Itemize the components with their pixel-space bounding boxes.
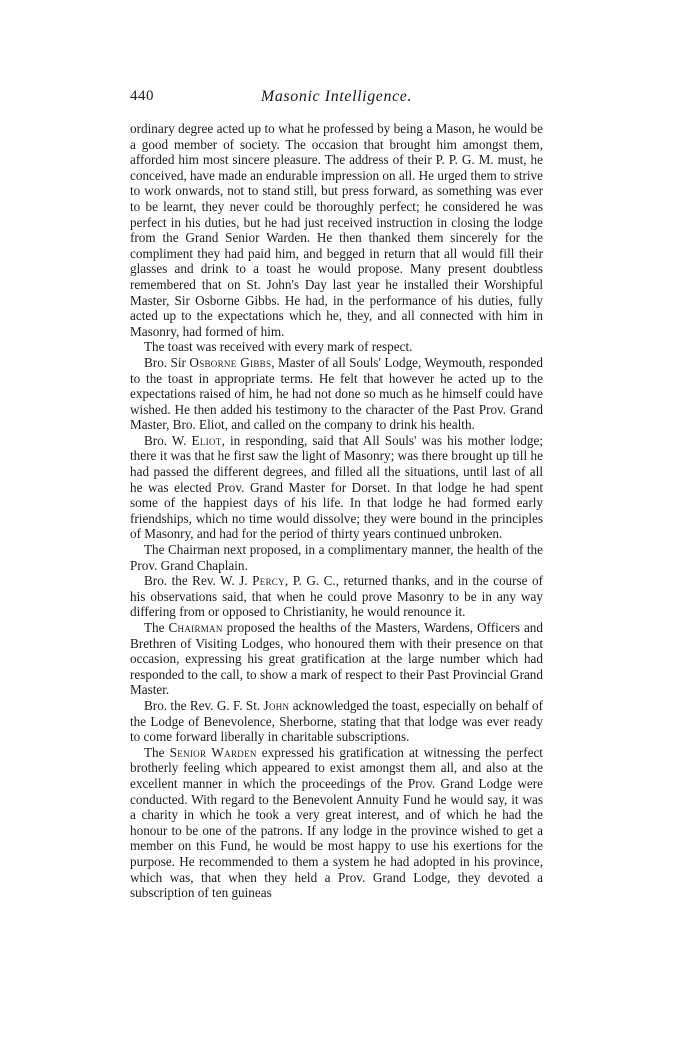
running-head: Masonic Intelligence. bbox=[260, 88, 413, 105]
paragraph bbox=[130, 573, 543, 620]
paragraph bbox=[130, 542, 543, 573]
page-header bbox=[130, 88, 543, 112]
paragraph-text: proposed the healths of the Masters, Wardens, Officers and Brethren of Visiting Lodges, who honoured them with their presence on that occasion, expressing his great gratification at the large number which had responded to the call, to show a mark of respect to their Past Provincial Grand Master. bbox=[130, 620, 543, 698]
page-number: 440 bbox=[130, 88, 154, 104]
paragraph-text: ordinary degree acted up to what he professed by being a Mason, he would be a good member of society. The occasion that brought him amongst them, afforded him most sincere pleasure. The address of their P. P. G. M. must, he conceived, have made an endurable impression on all. He urged them to strive to work onwards, not to stand still, but press forward, as something was ever to be learnt, they never could be thoroughly perfect; he considered he was perfect in his duties, but he had just received instruction in closing the lodge from the Grand Senior Warden. He then thanked them sincerely for the compliment they had paid him, and begged in return that all would fill their glasses and drink to a toast he would propose. Many present doubtless remembered that on St. John's Day last year he installed their Worshipful Master, Sir Osborne Gibbs. He had, in the performance of his duties, fully acted up to the expectations which he, they, and all connected with him in Masonry, had formed of him. bbox=[130, 121, 543, 339]
small-caps-name: Percy bbox=[252, 573, 285, 589]
paragraph bbox=[130, 698, 543, 745]
paragraph-text: expressed his gratification at witnessing the perfect brotherly feeling which appeared to exist amongst them all, and also at the excellent manner in which the proceedings of the Prov. Grand Lodge were conducted. With regard to the Benevolent Annuity Fund he would say, it was a charity in which he took a very great interest, and of which he had the honour to be one of the patrons. If any lodge in the province wished to get a member on this Fund, he would be most happy to use his exertions for the purpose. He recommended to them a system he had adopted in his province, which was, that when they held a Prov. Grand Lodge, they devoted a subscription of ten guineas bbox=[130, 744, 543, 901]
small-caps-name: John bbox=[263, 697, 290, 713]
paragraph-text: The bbox=[144, 744, 170, 760]
paragraph bbox=[130, 745, 543, 901]
paragraph-text: acknowledged the toast, especially on behalf of the Lodge of Benevolence, Sherborne, stating that that lodge was ever ready to come forward liberally in charitable subscriptions. bbox=[130, 697, 543, 745]
paragraph-text: The bbox=[144, 620, 169, 635]
paragraph bbox=[130, 339, 543, 355]
paragraph-text: , Master of all Souls' Lodge, Weymouth, responded to the toast in appropriate terms. He felt that however he acted up to the expectations raised of him, he had not done so much as he himself could have wished. He then added his testimony to the character of the Past Prov. Grand Master, Bro. Eliot, and called on the company to drink his health. bbox=[130, 354, 544, 433]
paragraph bbox=[130, 620, 543, 698]
paragraph-text: The toast was received with every mark of respect. bbox=[144, 339, 413, 355]
paragraph-text: Bro. W. bbox=[144, 432, 192, 448]
paragraph bbox=[130, 355, 543, 433]
paragraph bbox=[130, 121, 543, 339]
paragraph-text: The Chairman next proposed, in a complimentary manner, the health of the Prov. Grand Chaplain. bbox=[130, 542, 543, 573]
paragraph-text: , P. G. C., returned thanks, and in the course of his observations said, that when he could prove Masonry to be in any way differing from or opposed to Christianity, he would renounce it. bbox=[130, 573, 543, 620]
article-body bbox=[130, 121, 543, 901]
paragraph-text: , in responding, said that All Souls' was his mother lodge; there it was that he first saw the light of Masonry; was there brought up till he had passed the different degrees, and filled all the situations, until last of all he was elected Prov. Grand Master for Dorset. In that lodge he had spent some of the happiest days of his life. In that lodge he had formed early friendships, which no time would dissolve; they were bound in the principles of Masonry, and had for the period of thirty years continued unbroken. bbox=[130, 432, 543, 542]
small-caps-name: Osborne Gibbs bbox=[189, 354, 272, 370]
paragraph-text: Bro. Sir bbox=[144, 354, 190, 370]
paragraph-text: Bro. the Rev. G. F. St. bbox=[144, 697, 264, 713]
small-caps-name: Chairman bbox=[168, 620, 223, 635]
paragraph bbox=[130, 433, 543, 542]
small-caps-name: Eliot bbox=[191, 432, 222, 448]
paragraph-text: Bro. the Rev. W. J. bbox=[144, 573, 253, 589]
small-caps-name: Senior Warden bbox=[169, 744, 257, 760]
